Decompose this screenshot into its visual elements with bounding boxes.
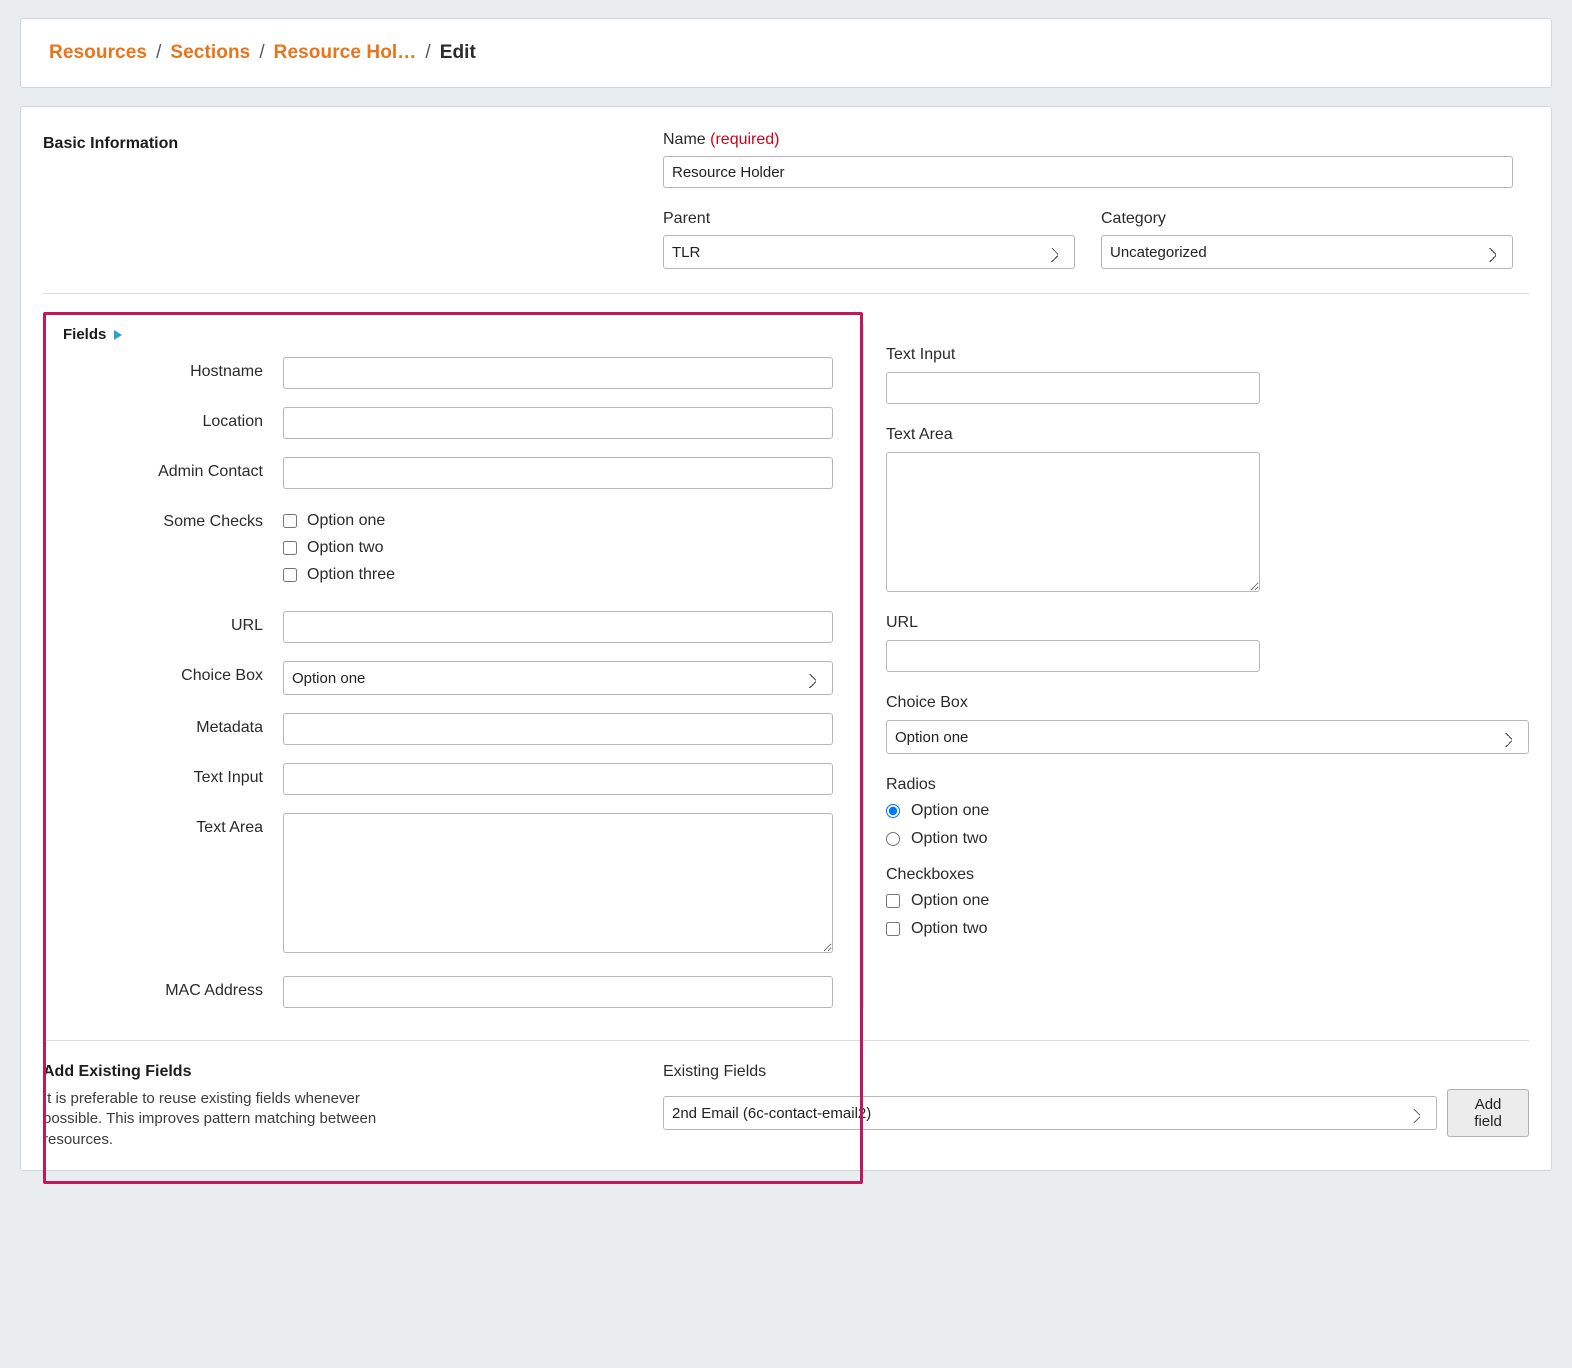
right-checkbox-option-one-label: Option one [911,892,990,909]
existing-fields-label: Existing Fields [663,1063,767,1080]
radio-item[interactable] [886,830,1529,848]
field-row-text-input [43,763,841,795]
add-existing-title: Add Existing Fields [43,1063,192,1080]
radios-option-one-label: Option one [911,802,990,819]
url-label: URL [230,617,263,634]
fields-heading [63,326,841,343]
parent-field [663,210,1075,269]
checkbox-item[interactable] [283,566,841,584]
chevron-right-icon[interactable] [114,330,122,340]
breadcrumb [20,18,1552,88]
fields-left-column [21,304,863,1026]
field-row-location [43,407,841,439]
right-choice-box-select[interactable] [886,720,1529,754]
hostname-label: Hostname [190,363,263,380]
mac-address-label: MAC Address [165,982,263,999]
admin-contact-label: Admin Contact [158,463,263,480]
fields-right-column [864,304,1551,1026]
edit-form-panel [20,106,1552,1171]
add-existing-fields-section [21,1041,1551,1150]
url-input[interactable] [283,611,833,643]
name-label [663,131,1529,149]
some-checks-option-one-checkbox[interactable] [283,514,297,528]
right-text-input[interactable] [886,372,1260,404]
breadcrumb-separator: / [259,42,265,63]
fields-section [21,304,1551,1026]
some-checks-option-two-checkbox[interactable] [283,541,297,555]
right-checkbox-option-one[interactable] [886,894,900,908]
checkbox-item[interactable] [886,892,1529,910]
location-input[interactable] [283,407,833,439]
name-label-text: Name [663,131,706,148]
right-checkbox-option-two[interactable] [886,922,900,936]
location-label: Location [202,413,263,430]
some-checks-group [283,507,841,593]
name-input[interactable] [663,156,1513,188]
checkbox-item[interactable] [283,539,841,557]
right-checkbox-option-two-label: Option two [911,920,988,937]
radios-option-one-radio[interactable] [886,804,900,818]
radios-option-two-label: Option two [911,830,988,847]
right-text-input-label: Text Input [886,346,956,363]
right-text-area-label: Text Area [886,426,953,443]
metadata-label: Metadata [196,719,263,736]
some-checks-label: Some Checks [163,513,263,530]
add-field-button[interactable]: Add field [1447,1089,1529,1137]
category-label: Category [1101,210,1166,227]
checkbox-item[interactable] [886,920,1529,938]
right-url-label: URL [886,614,919,631]
existing-fields-select[interactable] [663,1096,1437,1130]
existing-fields-row [663,1089,1529,1137]
breadcrumb-separator: / [156,42,162,63]
field-row-metadata [43,713,841,745]
fields-heading-text: Fields [63,326,107,343]
category-select[interactable] [1101,235,1513,269]
some-checks-option-three-checkbox[interactable] [283,568,297,582]
radio-item[interactable] [886,802,1529,820]
choice-box-select[interactable] [283,661,833,695]
right-text-area[interactable] [886,452,1260,592]
category-field [1101,210,1513,269]
metadata-input[interactable] [283,713,833,745]
text-area-label: Text Area [196,819,263,836]
hostname-input[interactable] [283,357,833,389]
right-choice-box-label: Choice Box [886,694,968,711]
text-input-field[interactable] [283,763,833,795]
field-row-hostname [43,357,841,389]
parent-select[interactable] [663,235,1075,269]
parent-category-row [663,210,1529,269]
field-row-mac-address [43,976,841,1008]
checkbox-item[interactable] [283,512,841,530]
breadcrumb-item-edit: Edit [439,42,476,63]
name-required-marker: (required) [710,131,780,148]
right-url-input[interactable] [886,640,1260,672]
breadcrumb-item-resource-holder[interactable]: Resource Hol… [273,42,417,63]
basic-information-section [21,107,1551,279]
mac-address-input[interactable] [283,976,833,1008]
add-existing-description-block [43,1063,663,1150]
field-row-text-area [43,813,841,958]
breadcrumb-separator: / [425,42,431,63]
text-input-label: Text Input [193,769,263,786]
some-checks-option-two-label: Option two [307,539,384,556]
choice-box-label: Choice Box [181,667,263,684]
parent-label: Parent [663,210,711,227]
field-row-some-checks [43,507,841,593]
basic-information-title: Basic Information [43,135,179,152]
basic-information-body [663,131,1529,269]
breadcrumb-item-sections[interactable]: Sections [170,42,251,63]
radios-option-two-radio[interactable] [886,832,900,846]
text-area-field[interactable] [283,813,833,953]
add-existing-controls [663,1063,1529,1150]
some-checks-option-one-label: Option one [307,512,386,529]
right-checkboxes-label: Checkboxes [886,866,975,883]
add-existing-description: It is preferable to reuse existing fields whenever possible. This improves pattern matching between resources. [43,1090,377,1148]
admin-contact-input[interactable] [283,457,833,489]
right-radios-label: Radios [886,776,936,793]
field-row-admin-contact [43,457,841,489]
some-checks-option-three-label: Option three [307,566,396,583]
section-divider [43,293,1529,294]
field-row-choice-box [43,661,841,695]
breadcrumb-item-resources[interactable]: Resources [49,42,148,63]
field-row-url [43,611,841,643]
